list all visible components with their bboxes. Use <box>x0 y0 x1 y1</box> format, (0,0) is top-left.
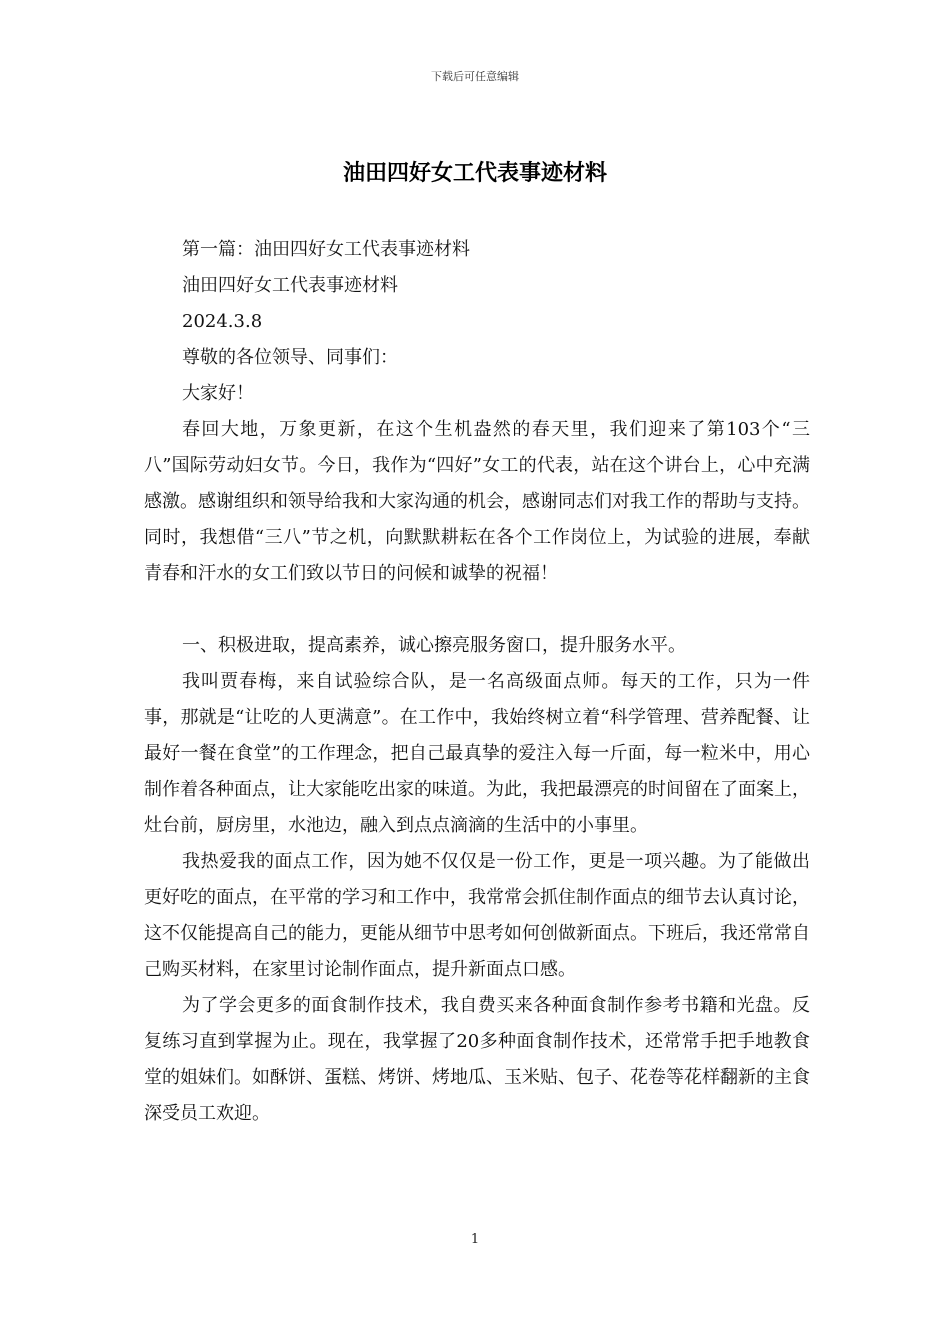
page-number: 1 <box>470 1232 480 1247</box>
body-paragraph: 我热爱我的面点工作，因为她不仅仅是一份工作，更是一项兴趣。为了能做出更好吃的面点，在平常的学习和工作中，我常常会抓住制作面点的细节去认真讨论，这不仅能提高自己的能力，更能从细节中思考如何创做新面点。下班后，我还常常自己购买材料，在家里讨论制作面点，提升新面点口感。 <box>144 851 810 980</box>
paragraph-gap <box>144 592 810 628</box>
section-heading: 一、积极进取，提高素养，诚心擦亮服务窗口，提升服务水平。 <box>182 635 686 656</box>
subtitle: 油田四好女工代表事迹材料 <box>182 275 398 296</box>
document-title: 油田四好女工代表事迹材料 <box>342 160 607 186</box>
section-heading: 第一篇：油田四好女工代表事迹材料 <box>182 239 470 260</box>
salutation: 尊敬的各位领导、同事们： <box>182 347 398 368</box>
body-paragraph: 我叫贾春梅，来自试验综合队，是一名高级面点师。每天的工作，只为一件事，那就是“让吃的人更满意”。在工作中，我始终树立着“科学管理、营养配餐、让最好一餐在食堂”的工作理念，把自己最真挚的爱注入每一斤面，每一粒米中，用心制作着各种面点，让大家能吃出家的味道。为此，我把最漂亮的时间留在了面案上，灶台前，厨房里，水池边，融入到点点滴滴的生活中的小事里。 <box>144 671 810 836</box>
greeting: 大家好！ <box>182 383 254 404</box>
document-body <box>144 232 810 1132</box>
body-paragraph: 春回大地，万象更新，在这个生机盎然的春天里，我们迎来了第103个“三八”国际劳动妇女节。今日，我作为“四好”女工的代表，站在这个讲台上，心中充满感激。感谢组织和领导给我和大家沟通的机会，感谢同志们对我工作的帮助与支持。同时，我想借“三八”节之机，向默默耕耘在各个工作岗位上，为试验的进展，奉献青春和汗水的女工们致以节日的问候和诚挚的祝福！ <box>144 419 810 584</box>
body-paragraph: 为了学会更多的面食制作技术，我自费买来各种面食制作参考书籍和光盘。反复练习直到掌握为止。现在，我掌握了20多种面食制作技术，还常常手把手地教食堂的姐妹们。如酥饼、蛋糕、烤饼、烤地瓜、玉米贴、包子、花卷等花样翻新的主食深受员工欢迎。 <box>144 995 810 1124</box>
header-note: 下载后可任意编辑 <box>431 70 519 83</box>
date-line: 2024.3.8 <box>182 311 263 332</box>
